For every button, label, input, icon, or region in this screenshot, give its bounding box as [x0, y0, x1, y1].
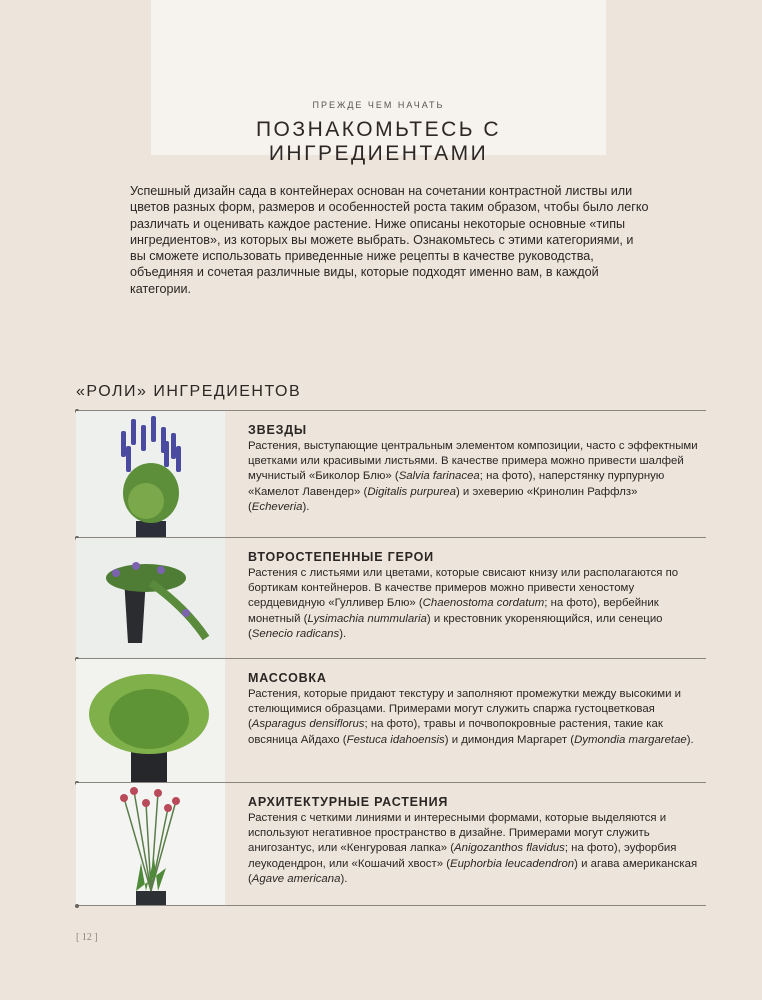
asparagus-plant-photo	[76, 659, 225, 783]
role-description	[248, 687, 698, 748]
role-section	[76, 783, 706, 906]
text-segment: ; на фото), наперстянку пурпурную «Камелот Лавендер» (	[248, 470, 665, 498]
text-segment: ) и димондия Маргарет (	[444, 733, 575, 746]
text-segment: Растения с четкими линиями и интересными формами, которые выделяются и используют негативное пространство в дизайне. Примерами могут служить анигозантус, или «Кенгуровая лапка» (	[248, 812, 667, 855]
salvia-plant-photo	[76, 411, 225, 538]
latin-name: Chaenostoma cordatum	[422, 597, 545, 610]
text-segment: ; на фото), вербейник монетный (	[248, 597, 659, 625]
header-box	[151, 0, 606, 165]
role-heading: ВТОРОСТЕПЕННЫЕ ГЕРОИ	[248, 550, 434, 564]
latin-name: Senecio radicans	[251, 627, 340, 640]
text-segment: ).	[340, 872, 348, 885]
latin-name: Euphorbia leucadendron	[450, 857, 575, 870]
text-segment: ).	[339, 627, 347, 640]
role-description	[248, 566, 698, 642]
text-segment: ).	[302, 500, 310, 513]
roles-heading: «РОЛИ» ИНГРЕДИЕНТОВ	[76, 383, 302, 400]
text-segment: ) и эхеверию «Кринолин Раффлз» (	[248, 485, 638, 513]
page-number: [ 12 ]	[76, 932, 98, 943]
text-segment: ) и крестовник укореняющийся, или сенецио (	[248, 612, 663, 640]
trailing-plant-photo	[76, 538, 225, 659]
text-segment: ; на фото), травы и почвопокровные растения, такие как овсяница Айдахо (	[248, 718, 663, 746]
text-segment: Растения, которые придают текстуру и заполняют промежутки между высокими и стелющимися образцами. Примерами могут служить спаржа густоцветковая (	[248, 688, 681, 731]
role-description	[248, 811, 698, 887]
intro-paragraph: Успешный дизайн сада в контейнерах основан на сочетании контрастной листвы или цветов разных форм, размеров и особенностей роста таким образом, чтобы было легко различать и оценивать каждое растение. Ниже описаны некоторые основные «типы ингредиентов», из которых вы можете выбрать. Ознакомьтесь с этими категориями, и вы сможете использовать приведенные ниже рецепты в качестве руководства, объединяя и сочетая различные виды, которые подходят именно вам, в каждой категории.	[130, 184, 649, 296]
role-heading: ЗВЕЗДЫ	[248, 423, 307, 437]
text-segment: ).	[686, 733, 694, 746]
divider	[76, 905, 706, 906]
text-segment: Растения с листьями или цветами, которые свисают книзу или располагаются по бортикам контейнеров. В качестве примеров можно привести хеностому сердцевидную «Гулливер Блю» (	[248, 567, 679, 610]
role-section	[76, 538, 706, 659]
latin-name: Lysimachia nummularia	[307, 612, 427, 625]
role-section	[76, 659, 706, 783]
latin-name: Echeveria	[251, 500, 303, 513]
text-segment: Растения, выступающие центральным элементом композиции, часто с эффектными цветками или красивыми листьями. В качестве примера можно привести шалфей мучнистый «Биколор Блю» (	[248, 440, 698, 483]
latin-name: Asparagus densiflorus	[251, 718, 365, 731]
role-section	[76, 411, 706, 538]
latin-name: Agave americana	[251, 872, 341, 885]
text-segment: ; на фото), эуфорбия леукодендрон, или «Кошачий хвост» (	[248, 842, 677, 870]
kicker: ПРЕЖДЕ ЧЕМ НАЧАТЬ	[312, 100, 445, 110]
role-heading: МАССОВКА	[248, 671, 327, 685]
latin-name: Festuca idahoensis	[346, 733, 445, 746]
text-segment: ) и агава американская (	[248, 857, 698, 885]
latin-name: Anigozanthos flavidus	[454, 842, 565, 855]
kangaroo-paw-plant-photo	[76, 783, 225, 906]
latin-name: Dymondia margaretae	[574, 733, 687, 746]
role-description	[248, 439, 698, 515]
latin-name: Salvia farinacea	[398, 470, 480, 483]
role-heading: АРХИТЕКТУРНЫЕ РАСТЕНИЯ	[248, 795, 449, 809]
latin-name: Digitalis purpurea	[367, 485, 456, 498]
page-title: ПОЗНАКОМЬТЕСЬ С ИНГРЕДИЕНТАМИ	[255, 118, 502, 165]
